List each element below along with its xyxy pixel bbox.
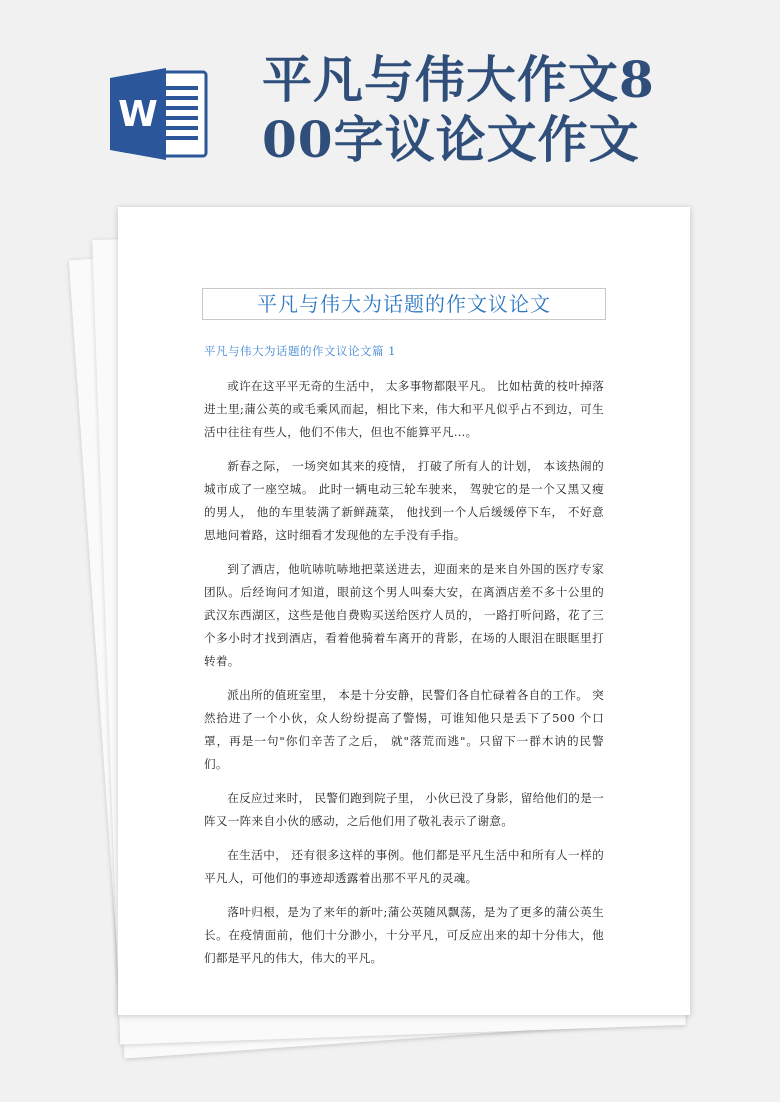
paragraph: 新春之际， 一场突如其来的疫情， 打破了所有人的计划， 本该热闹的城市成了一座空城。 此时一辆电动三轮车驶来， 驾驶它的是一个又黑又瘦的男人， 他的车里装满了新鲜蔬菜， 他找到一个人后缓缓停下车， 不好意思地问着路，这时细看才发现他的左手没有手指。 (204, 459, 604, 542)
paragraph: 在生活中， 还有很多这样的事例。他们都是平凡生活中和所有人一样的平凡人，可他们的事迹却透露着出那不平凡的灵魂。 (204, 848, 604, 885)
document-title-box (202, 288, 606, 320)
word-document-icon (108, 66, 210, 162)
document-title: 平凡与伟大为话题的作文议论文 (257, 292, 551, 316)
cover-header (0, 0, 780, 200)
word-icon-letter: W (118, 94, 158, 135)
paragraph: 或许在这平平无奇的生活中， 太多事物都限平凡。 比如枯黄的枝叶掉落进土里;蒲公英的或毛乘风而起，相比下来，伟大和平凡似乎占不到边，可生活中往往有些人，他们不伟大，但也不能算平凡…。 (204, 379, 604, 439)
paragraph: 落叶归根，是为了来年的新叶;蒲公英随风飘荡，是为了更多的蒲公英生长。在疫情面前，他们十分渺小，十分平凡，可反应出来的却十分伟大，他们都是平凡的伟大，伟大的平凡。 (204, 905, 604, 965)
cover-title: 平凡与伟大作文800字议论文作文 (262, 50, 655, 169)
document-page (118, 207, 690, 1015)
paragraph: 派出所的值班室里， 本是十分安静，民警们各自忙碌着各自的工作。 突然拾进了一个小伙，众人纷纷提高了警惕，可谁知他只是丢下了500 个口罩，再是一句"你们辛苦了之后， 就"落荒而逃"。只留下一群木讷的民警们。 (204, 688, 604, 771)
paragraph: 在反应过来时， 民警们跑到院子里， 小伙已没了身影，留给他们的是一阵又一阵来自小伙的感动，之后他们用了敬礼表示了谢意。 (204, 791, 604, 828)
paragraph: 到了酒店，他吭哧吭哧地把菜送进去，迎面来的是来自外国的医疗专家团队。后经询问才知道，眼前这个男人叫秦大安，在离酒店差不多十公里的武汉东西湖区，这些是他自费购买送给医疗人员的， 一路打听问路，花了三个多小时才找到酒店，看着他骑着车离开的背影，在场的人眼泪在眼眶里打转着。 (204, 562, 604, 668)
section-heading: 平凡与伟大为话题的作文议论文篇 1 (204, 344, 396, 358)
document-body (204, 375, 604, 981)
